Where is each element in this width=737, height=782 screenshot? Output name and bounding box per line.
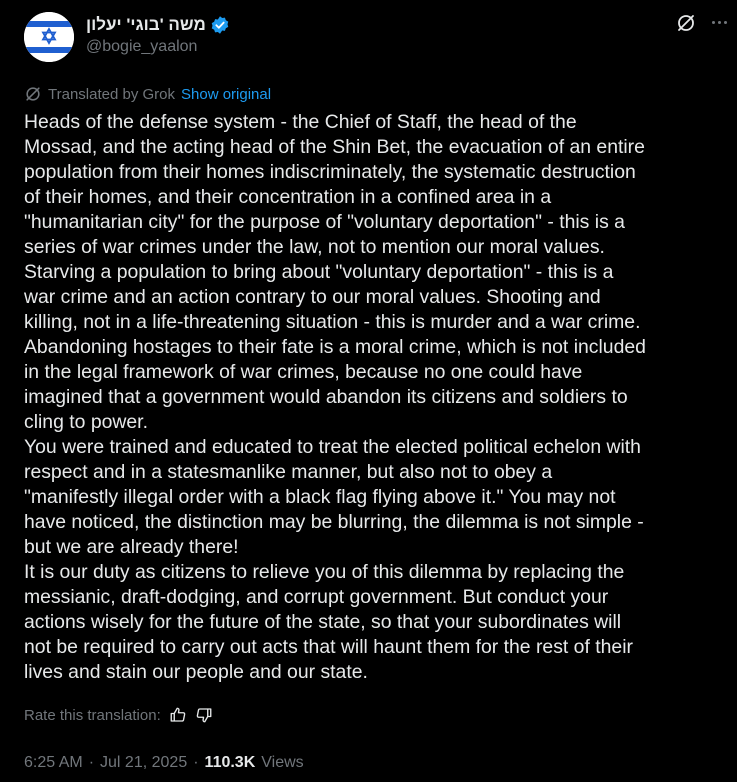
tweet-line: It is our duty as citizens to relieve you of this dilemma by replacing the (24, 561, 625, 583)
tweet-line: but we are already there! (24, 536, 239, 558)
tweet-time[interactable]: 6:25 AM (24, 754, 83, 771)
translation-notice (24, 84, 271, 104)
author-handle[interactable]: @bogie_yaalon (86, 38, 198, 55)
tweet-line: "humanitarian city" for the purpose of "voluntary deportation" - this is a (24, 211, 625, 233)
dot (712, 21, 715, 24)
tweet-line: lives and stain our people and our state. (24, 661, 368, 683)
meta-separator: · (88, 754, 95, 771)
translation-label: Translated by Grok (48, 85, 175, 103)
tweet-line: series of war crimes under the law, not to mention our moral values. (24, 236, 605, 258)
thumbs-down-icon[interactable] (195, 706, 213, 724)
dot (718, 21, 721, 24)
israel-flag-icon (24, 12, 74, 62)
translate-grok-icon (24, 85, 42, 103)
views-count: 110.3K (204, 754, 256, 771)
tweet-line: Mossad, and the acting head of the Shin Bet, the evacuation of an entire (24, 136, 645, 158)
tweet-line: killing, not in a life-threatening situation - this is murder and a war crime. (24, 311, 641, 333)
tweet-line: actions wisely for the future of the state, so that your subordinates will (24, 611, 622, 633)
show-original-link[interactable]: Show original (181, 85, 272, 103)
tweet-line: not be required to carry out acts that will haunt them for the rest of their (24, 636, 633, 658)
verified-badge-icon (210, 15, 230, 35)
tweet-meta (24, 752, 304, 774)
tweet-text (24, 110, 736, 685)
rate-translation-label: Rate this translation: (24, 706, 161, 724)
views-label: Views (261, 754, 304, 771)
tweet-line: cling to power. (24, 411, 148, 433)
avatar[interactable] (24, 12, 74, 62)
tweet-line: imagined that a government would abandon its citizens and soldiers to (24, 386, 628, 408)
tweet-line: in the legal framework of war crimes, because no one could have (24, 361, 583, 383)
author-display-name[interactable]: משה 'בוגי' יעלון (86, 15, 206, 34)
tweet-line: Starving a population to bring about "voluntary deportation" - this is a (24, 261, 614, 283)
author-name-row[interactable] (86, 13, 230, 37)
dot (724, 21, 727, 24)
tweet-line: have noticed, the distinction may be blurring, the dilemma is not simple - (24, 511, 644, 533)
tweet-line: You were trained and educated to treat the elected political echelon with (24, 436, 641, 458)
tweet-date[interactable]: Jul 21, 2025 (100, 754, 188, 771)
grok-icon[interactable] (676, 13, 696, 33)
tweet-line: population from their homes indiscriminately, the systematic destruction (24, 161, 636, 183)
tweet-line: "manifestly illegal order with a black flag flying above it." You may not (24, 486, 616, 508)
tweet-line: Heads of the defense system - the Chief of Staff, the head of the (24, 111, 577, 133)
tweet-line: respect and in a statesmanlike manner, but also not to obey a (24, 461, 553, 483)
tweet-line: messianic, draft-dodging, and corrupt government. But conduct your (24, 586, 609, 608)
tweet-line: of their homes, and their concentration in a confined area in a (24, 186, 552, 208)
more-dots-icon[interactable] (707, 10, 731, 34)
thumbs-up-icon[interactable] (169, 706, 187, 724)
tweet-line: Abandoning hostages to their fate is a moral crime, which is not included (24, 336, 646, 358)
meta-separator: · (193, 754, 199, 771)
tweet-line: war crime and an action contrary to our moral values. Shooting and (24, 286, 601, 308)
rate-translation (24, 704, 213, 726)
